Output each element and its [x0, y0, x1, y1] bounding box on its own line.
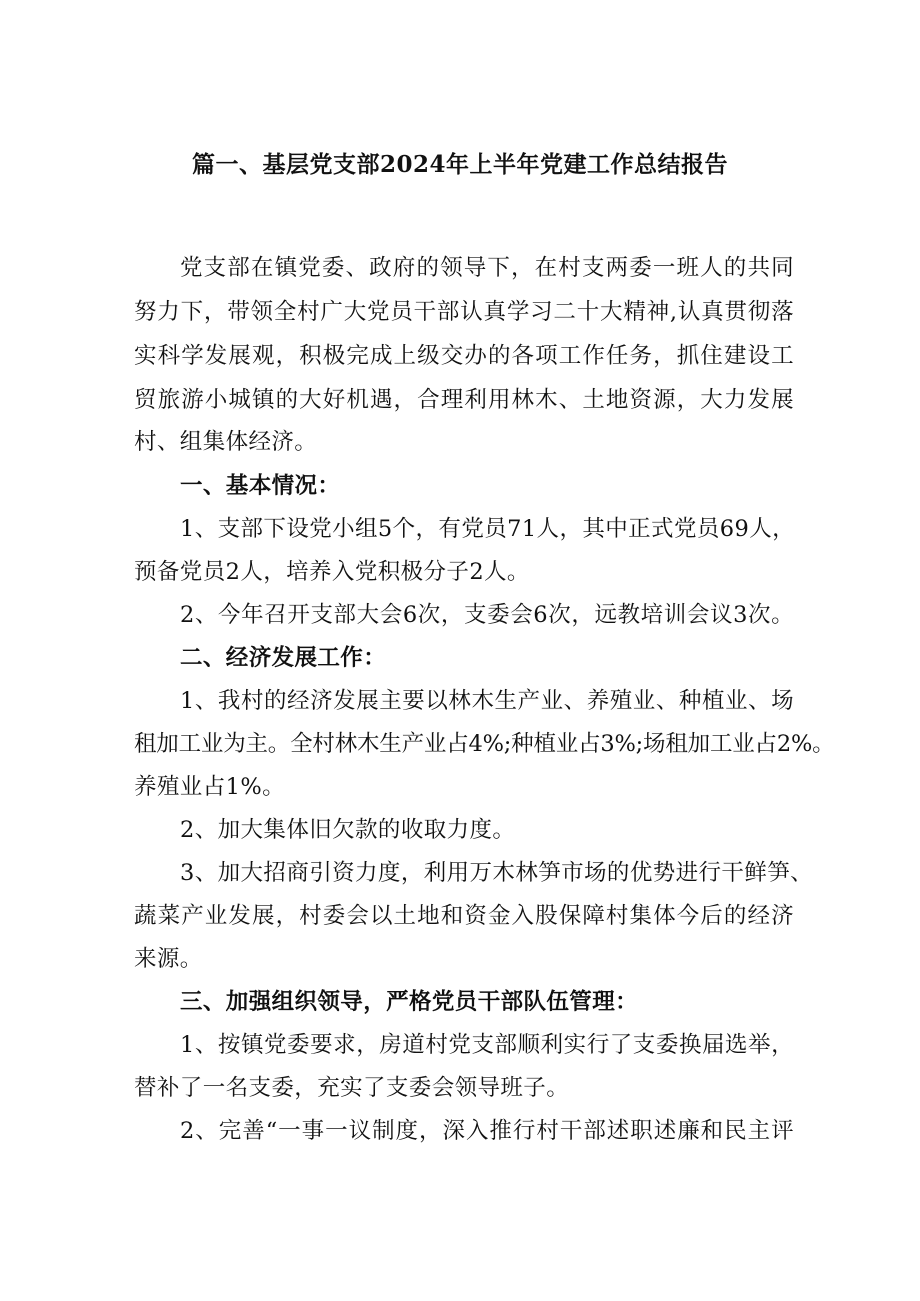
- paragraph-line: 努力下，带领全村广大党员干部认真学习二十大精神,认真贯彻落: [134, 299, 794, 325]
- section-heading: 二、经济发展工作：: [180, 645, 387, 671]
- paragraph-line: 1、我村的经济发展主要以林木生产业、养殖业、种植业、场: [180, 688, 794, 714]
- paragraph-line: 蔬菜产业发展，村委会以土地和资金入股保障村集体今后的经济: [134, 903, 794, 929]
- section-heading: 三、加强组织领导，严格党员干部队伍管理：: [180, 989, 639, 1015]
- paragraph-line: 实科学发展观，积极完成上级交办的各项工作任务，抓住建设工: [134, 343, 794, 369]
- paragraph-line: 党支部在镇党委、政府的领导下，在村支两委一班人的共同: [180, 255, 794, 281]
- paragraph-line: 租加工业为主。全村林木生产业占4%;种植业占3%;场租加工业占2%。: [134, 731, 835, 757]
- paragraph-line: 养殖业占1%。: [134, 774, 285, 800]
- paragraph-line: 3、加大招商引资力度，利用万木林笋市场的优势进行干鲜笋、: [180, 860, 814, 886]
- section-heading: 一、基本情况：: [180, 473, 341, 499]
- paragraph-line: 1、支部下设党小组5个，有党员71人，其中正式党员69人，: [180, 516, 795, 542]
- paragraph-line: 预备党员2人，培养入党积极分子2人。: [134, 559, 530, 585]
- paragraph-line: 来源。: [134, 946, 203, 972]
- paragraph-line: 2、完善“一事一议制度，深入推行村干部述职述廉和民主评: [180, 1118, 794, 1144]
- paragraph-line: 村、组集体经济。: [134, 429, 318, 455]
- paragraph-line: 1、按镇党委要求，房道村党支部顺利实行了支委换届选举，: [180, 1032, 794, 1058]
- document-title: 篇一、基层党支部2024年上半年党建工作总结报告: [191, 151, 728, 178]
- paragraph-line: 2、今年召开支部大会6次，支委会6次，远教培训会议3次。: [180, 602, 794, 628]
- paragraph-line: 2、加大集体旧欠款的收取力度。: [180, 817, 516, 843]
- paragraph-line: 替补了一名支委，充实了支委会领导班子。: [134, 1075, 570, 1101]
- paragraph-line: 贸旅游小城镇的大好机遇，合理利用林木、土地资源，大力发展: [134, 387, 794, 413]
